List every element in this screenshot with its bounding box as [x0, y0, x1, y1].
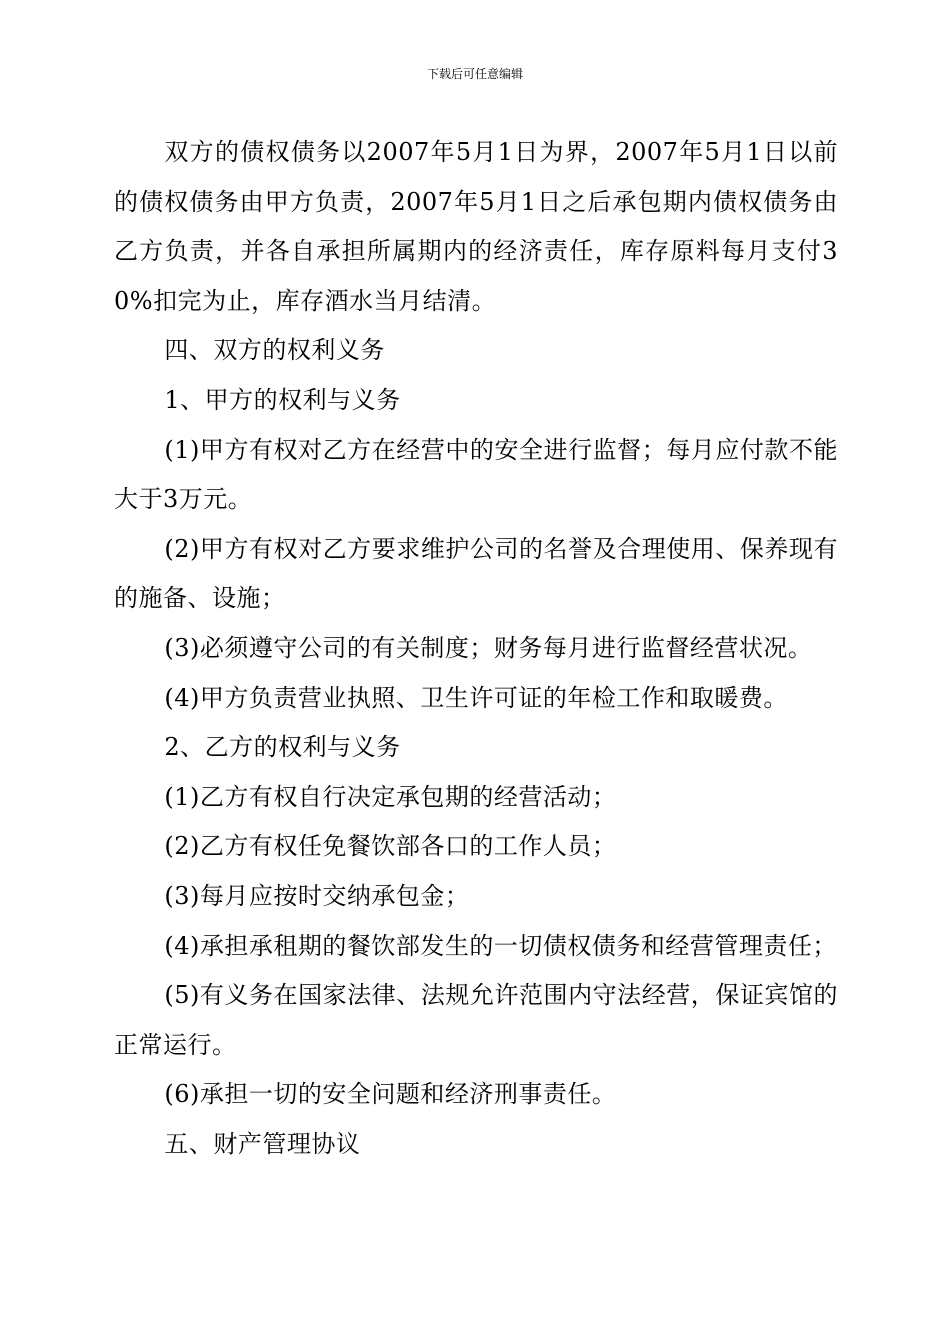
list-item: (5)有义务在国家法律、法规允许范围内守法经营，保证宾馆的正常运行。 — [114, 981, 838, 1059]
list-item: (4)甲方负责营业执照、卫生许可证的年检工作和取暖费。 — [164, 683, 788, 712]
list-item: (6)承担一切的安全问题和经济刑事责任。 — [164, 1080, 617, 1109]
section-heading-rights-obligations: 四、双方的权利义务 — [164, 336, 385, 365]
document-body — [114, 128, 838, 1169]
list-item: (2)乙方有权任免餐饮部各口的工作人员； — [164, 832, 617, 861]
page-header: 下载后可任意编辑 — [426, 67, 523, 81]
list-item: (3)每月应按时交纳承包金； — [164, 881, 470, 910]
list-item: (4)承担承租期的餐饮部发生的一切债权债务和经营管理责任； — [164, 931, 837, 960]
paragraph-debt-settlement: 双方的债权债务以2007年5月1日为界，2007年5月1日以前的债权债务由甲方负责，2007年5月1日之后承包期内债权债务由乙方负责，并各自承担所属期内的经济责任，库存原料每月支付30%扣完为止，库存酒水当月结清。 — [114, 138, 838, 315]
section-heading-property-management: 五、财产管理协议 — [164, 1129, 361, 1158]
list-item: (3)必须遵守公司的有关制度；财务每月进行监督经营状况。 — [164, 633, 813, 662]
subsection-heading-party-b: 2、乙方的权利与义务 — [164, 733, 401, 762]
list-item: (1)甲方有权对乙方在经营中的安全进行监督；每月应付款不能大于3万元。 — [114, 435, 838, 514]
list-item: (2)甲方有权对乙方要求维护公司的名誉及合理使用、保养现有的施备、设施； — [114, 534, 838, 613]
list-item: (1)乙方有权自行决定承包期的经营活动； — [164, 782, 617, 811]
subsection-heading-party-a: 1、甲方的权利与义务 — [164, 385, 401, 414]
